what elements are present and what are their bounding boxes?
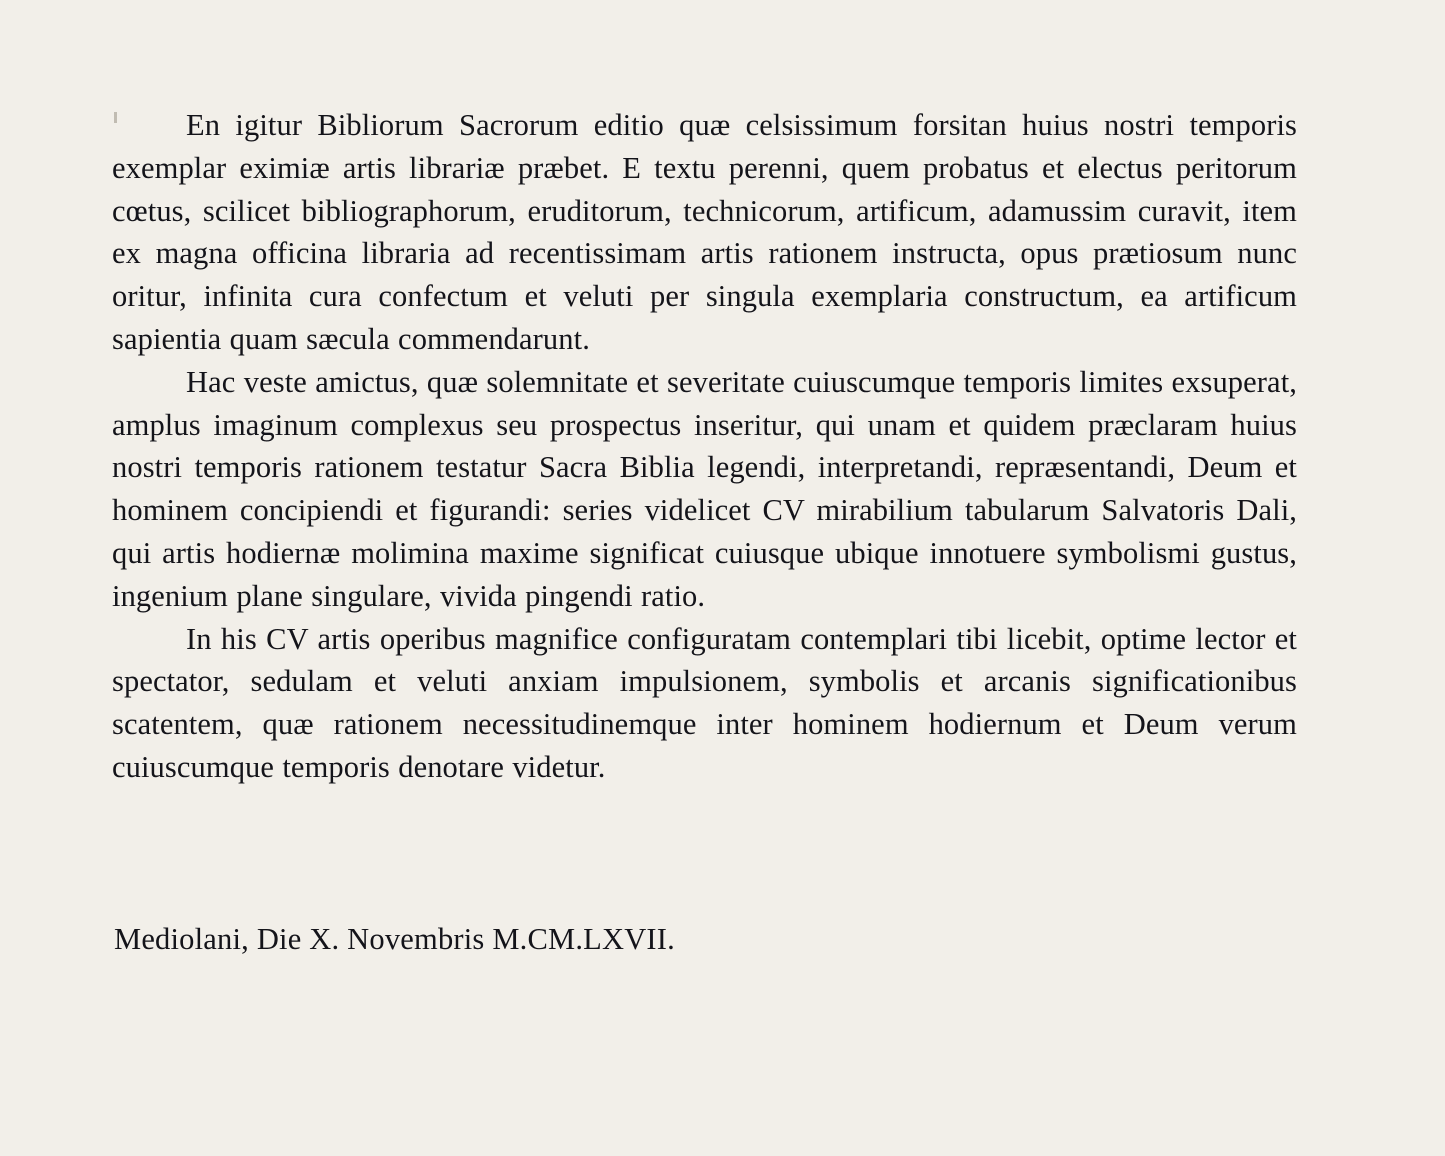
paragraph: En igitur Bibliorum Sacrorum editio quæ celsissimum forsitan huius nostri temporis exemplar eximiæ artis librariæ præbet. E textu perenni, quem probatus et electus peritorum cœtus, scilicet bibliographorum, eruditorum, technicorum, artificum, adamussim curavit, item ex magna officina libraria ad recentissimam artis rationem instructa, opus prætiosum nunc oritur, infinita cura confectum et veluti per singula exemplaria constructum, ea artificum sapientia quam sæcula commendarunt.: [112, 108, 1297, 356]
paragraph: In his CV artis operibus magnifice configuratam contemplari tibi licebit, optime lector et spectator, sedulam et veluti anxiam impulsionem, symbolis et arcanis significationibus scatentem, quæ rationem necessitudinemque inter hominem hodiernum et Deum verum cuiuscumque temporis denotare videtur.: [112, 621, 1297, 784]
colophon-line: Mediolani, Die X. Novembris M.CM.LXVII.: [114, 922, 675, 956]
paragraph: Hac veste amictus, quæ solemnitate et severitate cuiuscumque temporis limites exsuperat, amplus imaginum complexus seu prospectus inseritur, qui unam et quidem præclaram huius nostri temporis rationem testatur Sacra Biblia legendi, interpretandi, repræsentandi, Deum et hominem concipiendi et figurandi: series videlicet CV mirabilium tabularum Salvatoris Dali, qui artis hodiernæ molimina maxime significat cuiusque ubique innotuere symbolismi gustus, ingenium plane singulare, vivida pingendi ratio.: [112, 364, 1297, 613]
body-text: [112, 104, 1297, 789]
